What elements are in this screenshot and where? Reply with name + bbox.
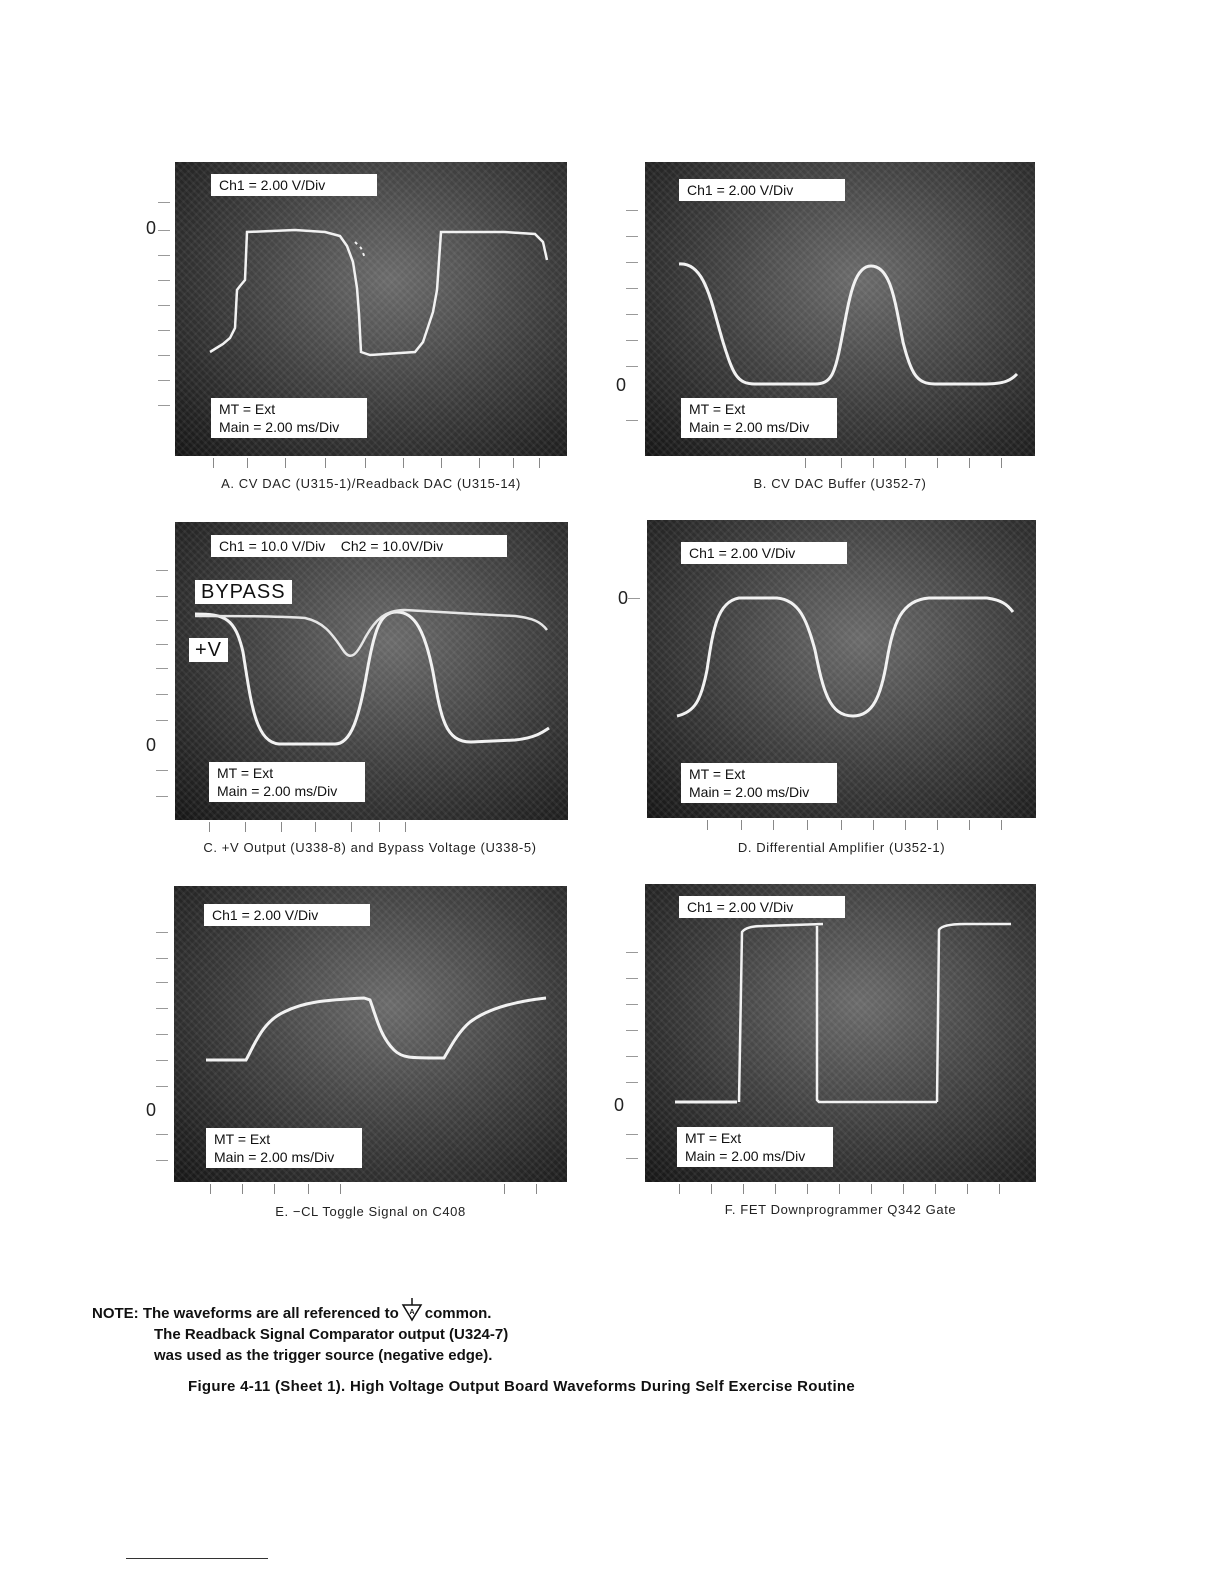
zero-marker: 0 <box>616 375 627 395</box>
mt-label: MT = Ext <box>685 1130 742 1146</box>
mt-label: MT = Ext <box>689 401 746 417</box>
mt-label: MT = Ext <box>689 766 746 782</box>
channel-label: Ch1 = 2.00 V/Div <box>204 904 370 926</box>
panel-caption: B. CV DAC Buffer (U352-7) <box>753 476 927 491</box>
timebase-label: Main = 2.00 ms/Div <box>689 784 810 800</box>
bypass-trace-tag: BYPASS <box>195 580 292 604</box>
channel-label: Ch1 = 2.00 V/Div <box>679 179 845 201</box>
panel-caption: D. Differential Amplifier (U352-1) <box>737 840 946 855</box>
trigger-label <box>681 398 837 438</box>
ground-symbol-letter: A <box>409 1309 415 1316</box>
oscilloscope-screen-b <box>645 162 1035 456</box>
oscilloscope-screen-a <box>175 162 567 456</box>
note-line-3: was used as the trigger source (negative edge). <box>154 1347 493 1364</box>
zero-marker: 0 <box>146 218 157 238</box>
vertical-ticks <box>158 180 172 450</box>
oscilloscope-screen-e <box>174 886 567 1182</box>
channel-label: Ch1 = 2.00 V/Div <box>211 174 377 196</box>
mt-label: MT = Ext <box>219 401 276 417</box>
panel-caption: F. FET Downprogrammer Q342 Gate <box>724 1202 957 1217</box>
channel-label: Ch1 = 2.00 V/Div <box>681 542 847 564</box>
trigger-label <box>681 763 837 803</box>
trigger-label <box>211 398 367 438</box>
zero-marker: 0 <box>618 588 629 608</box>
panel-caption: A. CV DAC (U315-1)/Readback DAC (U315-14) <box>221 476 521 491</box>
horizontal-ticks <box>175 822 568 834</box>
vertical-ticks <box>626 930 640 1170</box>
timebase-label: Main = 2.00 ms/Div <box>685 1148 806 1164</box>
horizontal-ticks <box>174 1184 567 1196</box>
timebase-label: Main = 2.00 ms/Div <box>219 419 340 435</box>
mt-label: MT = Ext <box>217 765 274 781</box>
horizontal-ticks <box>647 820 1036 832</box>
zero-marker: 0 <box>146 735 157 755</box>
figure-caption: Figure 4-11 (Sheet 1). High Voltage Output Board Waveforms During Self Exercise Routine <box>188 1378 856 1395</box>
channel-label: Ch1 = 2.00 V/Div <box>679 896 845 918</box>
panel-caption: C. +V Output (U338-8) and Bypass Voltage (U338-5) <box>203 840 537 855</box>
zero-marker: 0 <box>614 1095 625 1115</box>
panel-caption: E. −CL Toggle Signal on C408 <box>275 1204 466 1219</box>
horizontal-ticks <box>175 458 567 470</box>
horizontal-ticks <box>645 1184 1036 1196</box>
trigger-label <box>677 1127 833 1167</box>
ground-symbol-icon <box>401 1298 423 1322</box>
oscilloscope-screen-d <box>647 520 1036 818</box>
mt-label: MT = Ext <box>214 1131 271 1147</box>
timebase-label: Main = 2.00 ms/Div <box>689 419 810 435</box>
timebase-label: Main = 2.00 ms/Div <box>214 1149 335 1165</box>
vertical-ticks <box>156 920 170 1170</box>
note-text-1b: common. <box>424 1305 492 1322</box>
oscilloscope-screen-f <box>645 884 1036 1182</box>
timebase-label: Main = 2.00 ms/Div <box>217 783 338 799</box>
note-block <box>92 1298 508 1366</box>
horizontal-ticks <box>645 458 1035 470</box>
vertical-ticks <box>156 560 170 810</box>
note-prefix: NOTE: <box>92 1305 139 1322</box>
trigger-label <box>209 762 365 802</box>
note-line-1 <box>92 1298 508 1324</box>
vertical-ticks <box>626 200 640 440</box>
channel-label: Ch1 = 10.0 V/Div Ch2 = 10.0V/Div <box>211 535 507 557</box>
oscilloscope-screen-c <box>175 522 568 820</box>
note-text-1a: The waveforms are all referenced to <box>142 1305 399 1322</box>
zero-marker: 0 <box>146 1100 157 1120</box>
note-line-2: The Readback Signal Comparator output (U324-7) <box>154 1326 509 1343</box>
footer-rule <box>126 1558 268 1559</box>
trigger-label <box>206 1128 362 1168</box>
vertical-ticks <box>628 598 642 608</box>
plus-v-trace-tag: +V <box>189 638 228 662</box>
